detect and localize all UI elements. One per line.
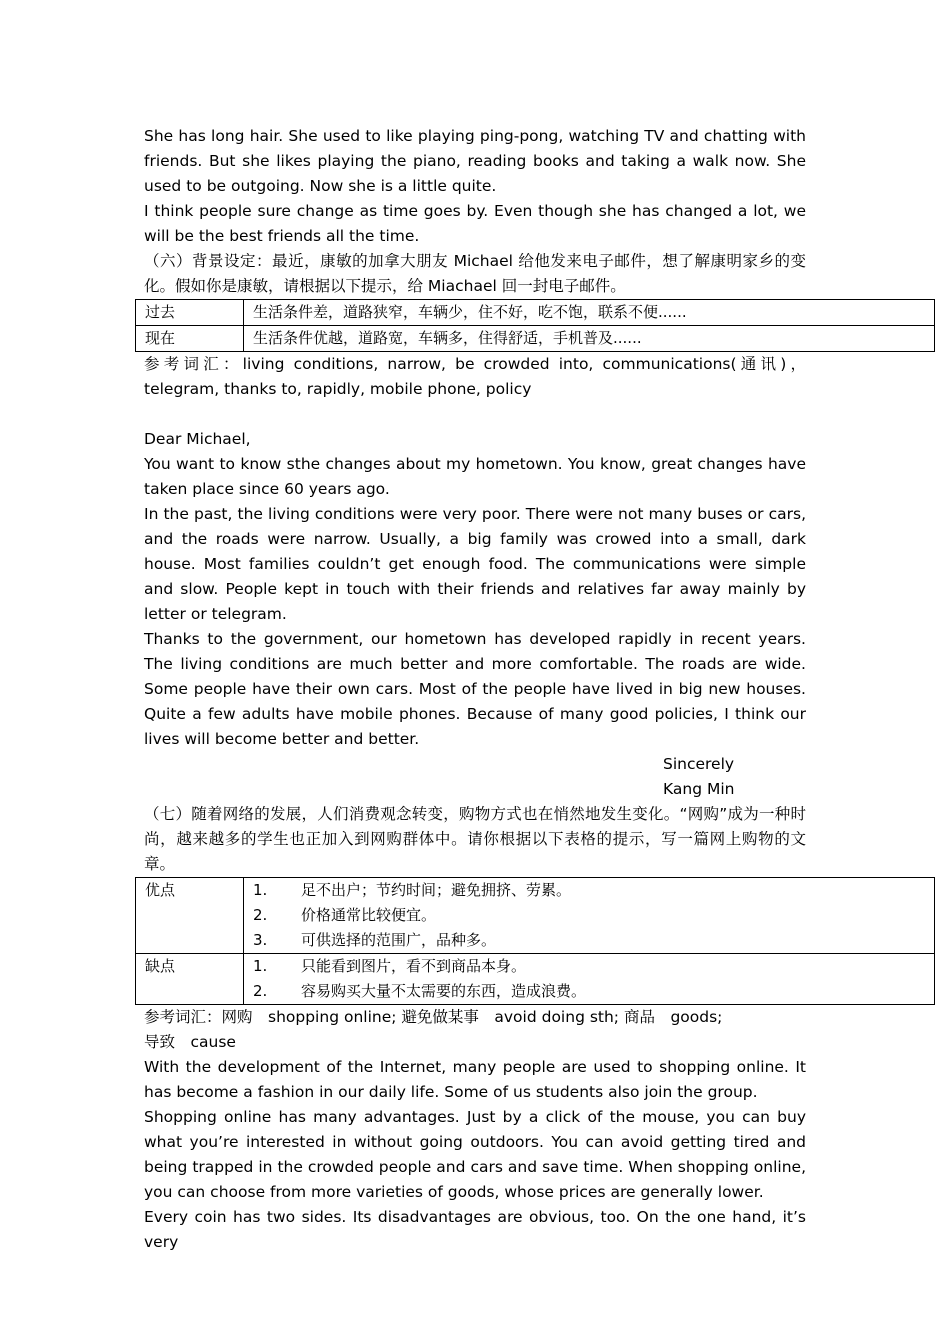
list-number: 3. (253, 931, 268, 949)
list-text: 价格通常比较便宜。 (301, 906, 437, 924)
essay-paragraph: Shopping online has many advantages. Just by a click of the mouse, you can buy what you’re interested in without going outdoors. You can avoid getting tired and being trapped in the crowded people and cars and save time. When shopping online, you can choose from more varieties of goods, whose prices are generally lower. (144, 1108, 806, 1201)
task6-vocab: 参考词汇：living conditions, narrow, be crowded into, communications(通讯)，telegram, thanks to, rapidly, mobile phone, policy (144, 355, 806, 398)
list-item (253, 878, 934, 903)
table-cell-content: 生活条件差，道路狭窄，车辆少，住不好，吃不饱，联系不便...... (244, 300, 935, 326)
task6-prompt: （六）背景设定：最近，康敏的加拿大朋友 Michael 给他发来电子邮件，想了解康明家乡的变化。假如你是康敏，请根据以下提示，给 Miachael 回一封电子邮件。 (144, 252, 806, 295)
task7-prompt: （七）随着网络的发展，人们消费观念转变，购物方式也在悄然地发生变化。“网购”成为一种时尚，越来越多的学生也正加入到网购群体中。请你根据以下表格的提示，写一篇网上购物的文章。 (144, 805, 806, 873)
table-row (136, 954, 935, 1005)
table-row (136, 326, 935, 352)
list-text: 容易购买大量不太需要的东西，造成浪费。 (301, 982, 587, 1000)
document-body (144, 124, 806, 1255)
letter-signature: Kang Min (663, 780, 735, 798)
table-cell-content (244, 878, 935, 954)
list-item (253, 979, 934, 1004)
list-text: 足不出户；节约时间；避免拥挤、劳累。 (301, 881, 572, 899)
letter-paragraph: In the past, the living conditions were very poor. There were not many buses or cars, and the roads were narrow. Usually, a big family was crowed into a small, dark house. Most families couldn’t get enough food. The communications were simple and slow. People kept in touch with their friends and relatives far away mainly by letter or telegram. (144, 505, 806, 623)
list-text: 可供选择的范围广，品种多。 (301, 931, 497, 949)
letter-paragraph: You want to know sthe changes about my hometown. You know, great changes have taken place since 60 years ago. (144, 455, 806, 498)
table-row (136, 300, 935, 326)
table-cell-content (244, 954, 935, 1005)
list-number: 2. (253, 982, 268, 1000)
table-cell-label: 过去 (136, 300, 244, 326)
task7-vocab-continued: 导致 cause (144, 1033, 236, 1051)
table-cell-label: 优点 (136, 878, 244, 954)
list-item (253, 928, 934, 953)
list-number: 2. (253, 906, 268, 924)
essay-paragraph: Every coin has two sides. Its disadvantages are obvious, too. On the one hand, it’s very (144, 1208, 806, 1251)
table-cell-content: 生活条件优越，道路宽，车辆多，住得舒适，手机普及...... (244, 326, 935, 352)
list-number: 1. (253, 881, 268, 899)
list-item (253, 903, 934, 928)
list-item (253, 954, 934, 979)
task7-vocab: 参考词汇：网购 shopping online; 避免做某事 avoid doing sth; 商品 goods; (144, 1008, 723, 1026)
list-text: 只能看到图片，看不到商品本身。 (301, 957, 527, 975)
task7-table (135, 877, 935, 1005)
letter-closing: Sincerely (663, 755, 735, 773)
task6-table (135, 299, 935, 352)
table-row (136, 878, 935, 954)
letter-greeting: Dear Michael, (144, 430, 251, 448)
blank-line (144, 402, 806, 427)
letter-paragraph: Thanks to the government, our hometown has developed rapidly in recent years. The living conditions are much better and more comfortable. The roads are wide. Some people have their own cars. Most of the people have lived in big new houses. Quite a few adults have mobile phones. Because of many good policies, I think our lives will become better and better. (144, 630, 806, 748)
table-cell-label: 现在 (136, 326, 244, 352)
list-number: 1. (253, 957, 268, 975)
paragraph-friend-description: She has long hair. She used to like playing ping-pong, watching TV and chatting with friends. But she likes playing the piano, reading books and taking a walk now. She used to be outgoing. Now she is a little quite. (144, 127, 806, 195)
table-cell-label: 缺点 (136, 954, 244, 1005)
essay-paragraph: With the development of the Internet, many people are used to shopping online. It has become a fashion in our daily life. Some of us students also join the group. (144, 1058, 806, 1101)
paragraph-friend-conclusion: I think people sure change as time goes by. Even though she has changed a lot, we will be the best friends all the time. (144, 202, 806, 245)
